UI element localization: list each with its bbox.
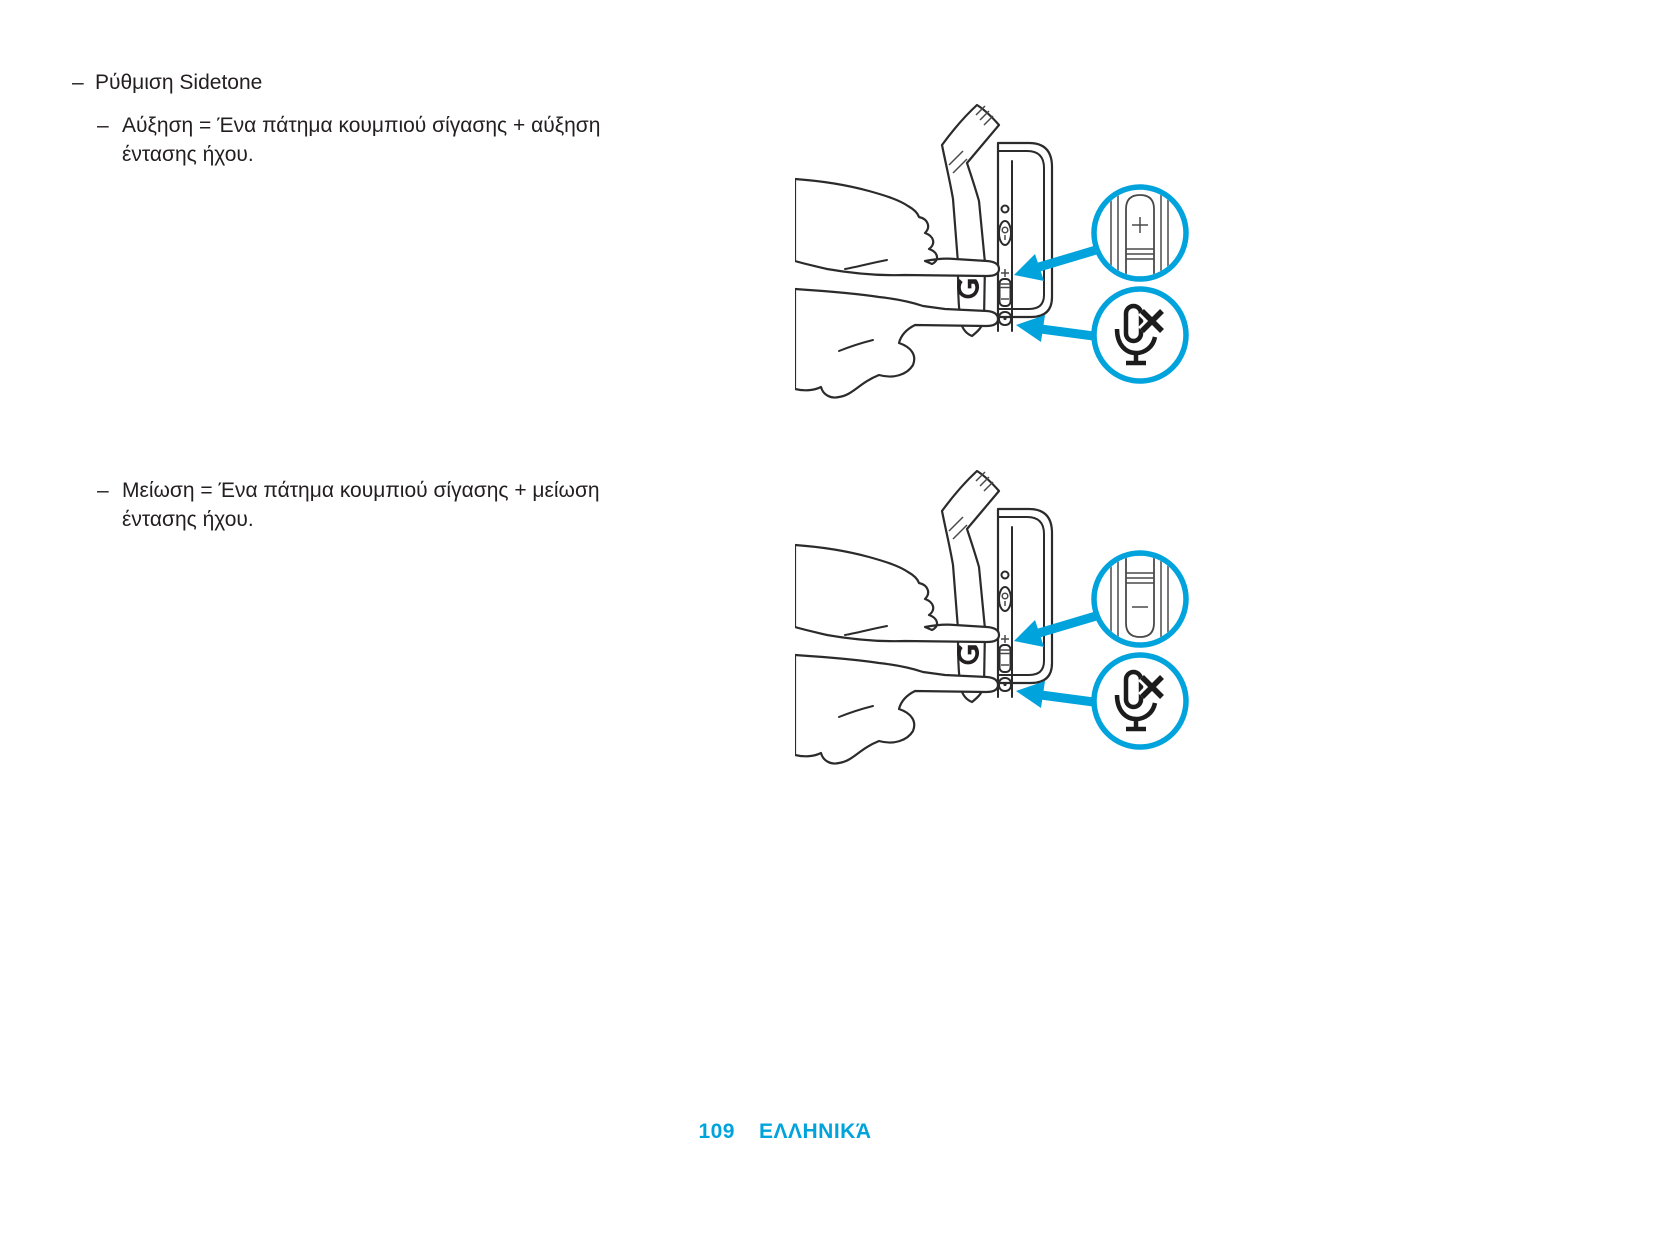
mic-mute-callout	[1094, 655, 1186, 747]
page-footer	[0, 1120, 1570, 1144]
list-item-text: Αύξηση = Ένα πάτημα κουμπιού σίγασης + αύξηση έντασης ήχου.	[122, 114, 601, 166]
mic-mute-callout	[1094, 289, 1186, 381]
headset-with-hand	[795, 105, 1052, 398]
list-item-increase	[97, 111, 610, 169]
list-item-decrease	[97, 476, 610, 534]
bullet-dash: –	[72, 71, 84, 94]
volume-minus-zoom-callout	[1094, 553, 1186, 645]
headset-with-hand	[795, 471, 1052, 764]
list-item-sidetone	[72, 68, 262, 98]
list-item-text: Ρύθμιση Sidetone	[95, 71, 263, 94]
bullet-dash: –	[97, 114, 109, 137]
figure-sidetone-increase	[795, 103, 1215, 403]
volume-plus-zoom-callout	[1094, 187, 1186, 279]
bullet-dash: –	[97, 479, 109, 502]
figure-sidetone-decrease	[795, 469, 1215, 769]
page-number: 109	[698, 1120, 735, 1143]
list-item-text: Μείωση = Ένα πάτημα κουμπιού σίγασης + μείωση έντασης ήχου.	[122, 479, 600, 531]
language-label: ΕΛΛΗΝΙΚΆ	[759, 1120, 872, 1143]
